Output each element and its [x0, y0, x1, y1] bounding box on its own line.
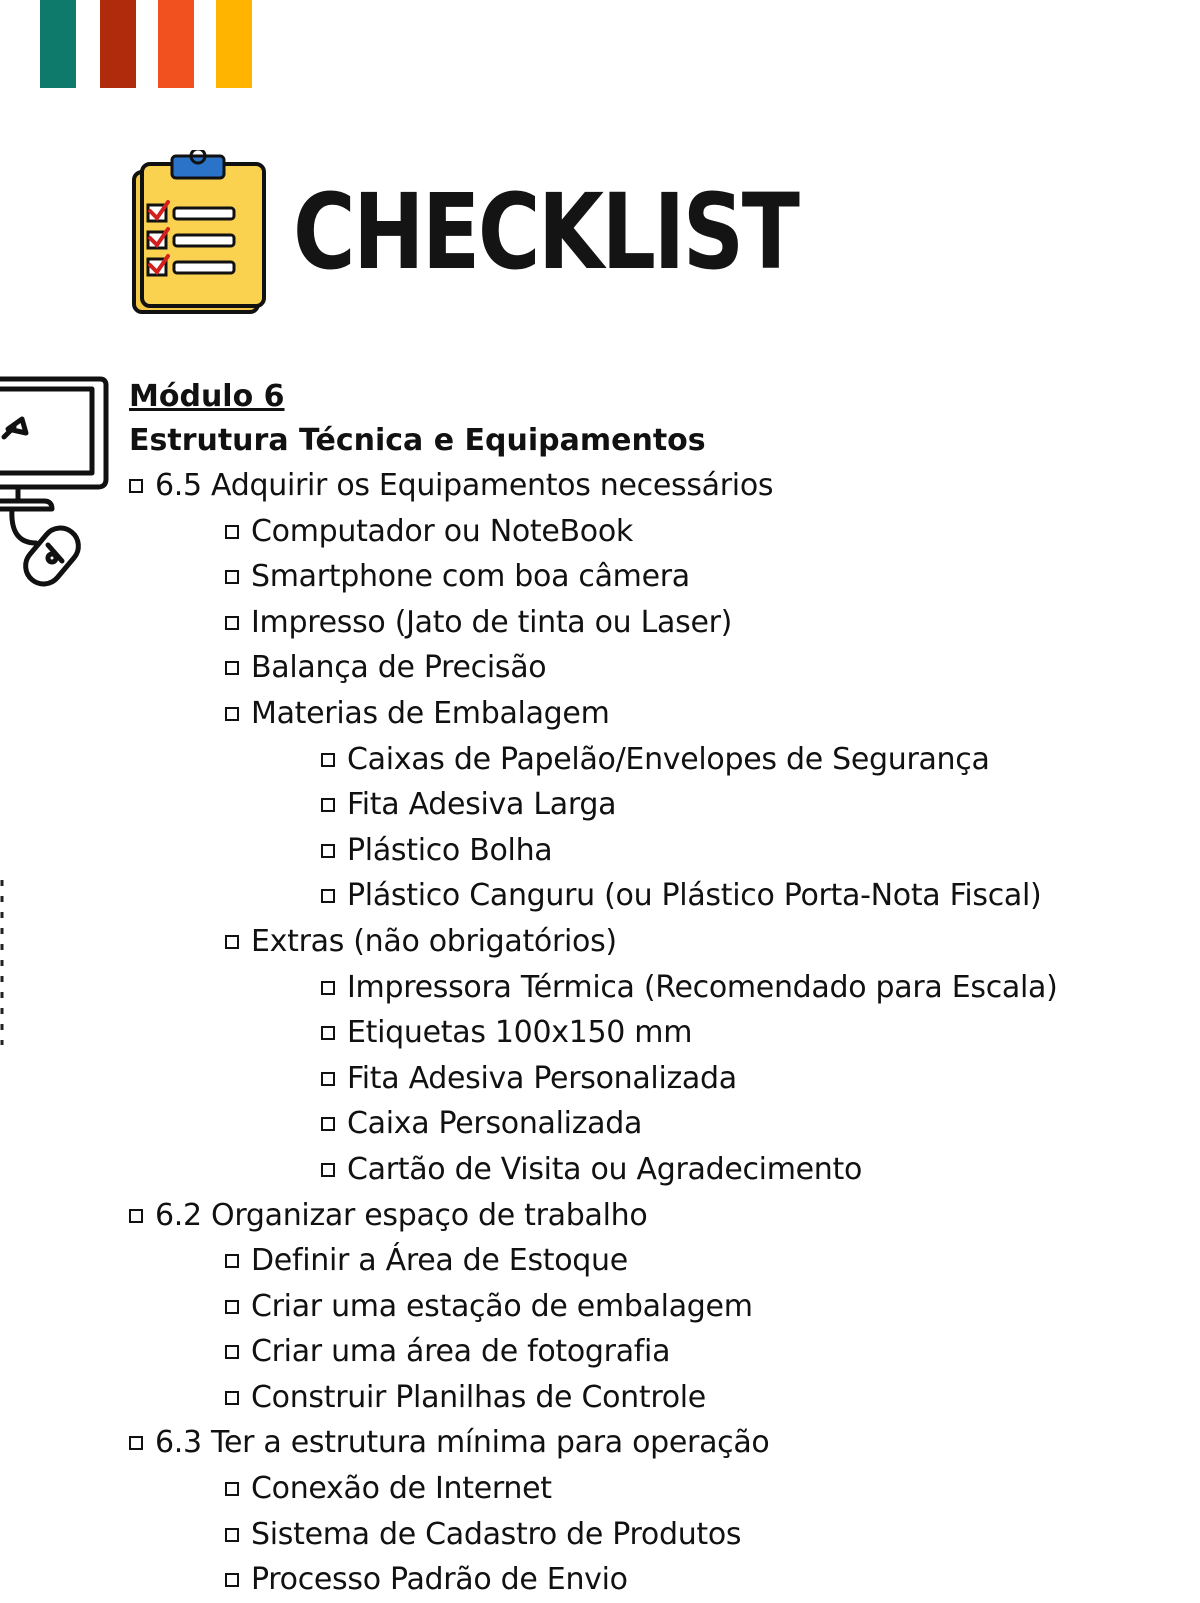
checkbox-icon[interactable]: [225, 1300, 239, 1314]
checkbox-icon[interactable]: [225, 1254, 239, 1268]
checklist-item-label: Impressora Térmica (Recomendado para Escala): [347, 969, 1058, 1005]
checklist-item-label: Fita Adesiva Personalizada: [347, 1060, 737, 1096]
checkbox-icon[interactable]: [225, 1573, 239, 1587]
checklist-item-label: Sistema de Cadastro de Produtos: [251, 1516, 742, 1552]
checkbox-icon[interactable]: [321, 844, 335, 858]
brand-stripes: [40, 0, 270, 88]
checklist-item-label: Conexão de Internet: [251, 1471, 552, 1507]
checklist-item: [129, 828, 1189, 874]
checklist-item: [129, 737, 1189, 783]
checklist-item: [129, 463, 1189, 509]
checklist-item-label: Criar uma área de fotografia: [251, 1334, 671, 1370]
checklist-item-label: Definir a Área de Estoque: [251, 1243, 628, 1279]
checkbox-icon[interactable]: [225, 1482, 239, 1496]
checklist-content: [129, 375, 1189, 1603]
stripe-yellow: [216, 0, 252, 88]
clipboard-checklist-icon: [128, 150, 268, 320]
checklist-item: [129, 1010, 1189, 1056]
checkbox-icon[interactable]: [129, 479, 143, 493]
checklist-item: [129, 1147, 1189, 1193]
checkbox-icon[interactable]: [129, 1209, 143, 1223]
checklist-item: [129, 919, 1189, 965]
checklist-item-label: 6.2 Organizar espaço de trabalho: [155, 1197, 648, 1233]
checkbox-icon[interactable]: [225, 935, 239, 949]
checkbox-icon[interactable]: [225, 1528, 239, 1542]
checklist-item: [129, 1329, 1189, 1375]
page-title: CHECKLIST: [293, 171, 798, 293]
checklist-item: [129, 1101, 1189, 1147]
checkbox-icon[interactable]: [321, 1117, 335, 1131]
checklist-item-label: Computador ou NoteBook: [251, 513, 633, 549]
checklist-item: [129, 600, 1189, 646]
checkbox-icon[interactable]: [225, 616, 239, 630]
checklist-item: [129, 1557, 1189, 1603]
checklist-item-label: Smartphone com boa câmera: [251, 559, 690, 595]
header: [128, 150, 1028, 325]
checklist-item-label: Plástico Bolha: [347, 832, 553, 868]
checklist-item: [129, 965, 1189, 1011]
checklist-item: [129, 509, 1189, 555]
checklist-item: [129, 1420, 1189, 1466]
checkbox-icon[interactable]: [225, 570, 239, 584]
checklist-item-label: Construir Planilhas de Controle: [251, 1379, 706, 1415]
section-heading: Estrutura Técnica e Equipamentos: [129, 423, 706, 458]
checkbox-icon[interactable]: [225, 661, 239, 675]
page-edge-mark: [0, 880, 4, 1045]
checklist-item: [129, 782, 1189, 828]
checklist-item: [129, 1466, 1189, 1512]
checklist: [129, 463, 1189, 1603]
checkbox-icon[interactable]: [225, 707, 239, 721]
checkbox-icon[interactable]: [321, 1072, 335, 1086]
checklist-item: [129, 1284, 1189, 1330]
stripe-red: [100, 0, 136, 88]
computer-mouse-icon: [0, 375, 112, 605]
checklist-item-label: Cartão de Visita ou Agradecimento: [347, 1151, 863, 1187]
checkbox-icon[interactable]: [321, 889, 335, 903]
checklist-item: [129, 873, 1189, 919]
checklist-item: [129, 1512, 1189, 1558]
checklist-item-label: Extras (não obrigatórios): [251, 923, 617, 959]
checklist-item-label: Impresso (Jato de tinta ou Laser): [251, 604, 733, 640]
checklist-item: [129, 1056, 1189, 1102]
checklist-item: [129, 645, 1189, 691]
checklist-item-label: Caixa Personalizada: [347, 1106, 643, 1142]
checklist-item-label: Criar uma estação de embalagem: [251, 1288, 753, 1324]
checklist-item: [129, 554, 1189, 600]
checklist-item-label: Balança de Precisão: [251, 650, 547, 686]
checkbox-icon[interactable]: [129, 1436, 143, 1450]
stripe-teal: [40, 0, 76, 88]
checklist-item-label: 6.3 Ter a estrutura mínima para operação: [155, 1425, 770, 1461]
checkbox-icon[interactable]: [321, 753, 335, 767]
checkbox-icon[interactable]: [225, 525, 239, 539]
checklist-item-label: Materias de Embalagem: [251, 695, 610, 731]
checklist-item-label: Caixas de Papelão/Envelopes de Segurança: [347, 741, 990, 777]
checklist-item: [129, 1193, 1189, 1239]
checkbox-icon[interactable]: [321, 981, 335, 995]
checklist-item-label: 6.5 Adquirir os Equipamentos necessários: [155, 468, 774, 503]
checklist-item-label: Plástico Canguru (ou Plástico Porta-Nota Fiscal): [347, 878, 1042, 914]
stripe-orange: [158, 0, 194, 88]
checklist-item: [129, 1238, 1189, 1284]
checklist-item-label: Processo Padrão de Envio: [251, 1562, 628, 1598]
checklist-item-label: Fita Adesiva Larga: [347, 787, 617, 823]
checkbox-icon[interactable]: [225, 1391, 239, 1405]
checklist-item-label: Etiquetas 100x150 mm: [347, 1015, 693, 1051]
checkbox-icon[interactable]: [321, 1026, 335, 1040]
checklist-item: [129, 691, 1189, 737]
checkbox-icon[interactable]: [321, 798, 335, 812]
checkbox-icon[interactable]: [225, 1345, 239, 1359]
checklist-item: [129, 1375, 1189, 1421]
module-heading: Módulo 6: [129, 379, 285, 414]
checkbox-icon[interactable]: [321, 1163, 335, 1177]
